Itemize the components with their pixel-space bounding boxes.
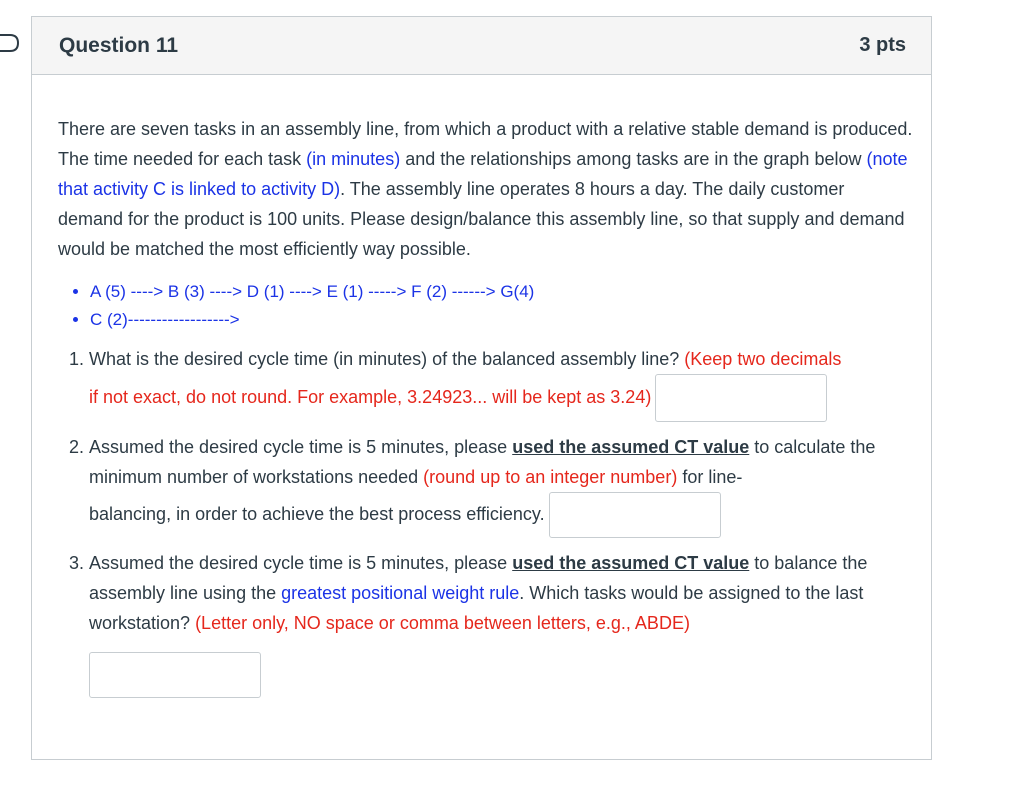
question-flag-icon[interactable] (0, 34, 22, 52)
intro-paragraph: There are seven tasks in an assembly line, from which a product with a relative stable demand is produced. The time needed for each task (in minutes) and the relationships among tasks are in the graph below (note that activity C is linked to activity D). The assembly line operates 8 hours a day. The daily customer demand for the product is 100 units. Please design/balance this assembly line, so that supply and demand would be matched the most efficiently way possible. (58, 119, 913, 259)
question-card (31, 16, 932, 760)
answer-input-3[interactable] (89, 652, 261, 698)
sub-question-2: 2. Assumed the desired cycle time is 5 minutes, please used the assumed CT value to calculate the minimum number of workstations needed (round up to an integer number) for line- balancing, in order to achieve the best process efficiency. (89, 432, 913, 538)
question-body (58, 114, 913, 698)
question-points: 3 pts (859, 34, 906, 56)
flow-line-2: • C (2)------------------> (90, 306, 913, 334)
task-flow-list (58, 278, 913, 334)
answer-input-1[interactable] (655, 374, 827, 422)
flow-line-1: • A (5) ----> B (3) ----> D (1) ----> E (1) -----> F (2) ------> G(4) (90, 278, 913, 306)
sub-question-1: 1. What is the desired cycle time (in minutes) of the balanced assembly line? (Keep two decimals if not exact, do not round. For example, 3.24923... will be kept as 3.24) (89, 344, 913, 422)
question-title: Question 11 (59, 33, 179, 57)
sub-question-3: 3. Assumed the desired cycle time is 5 minutes, please used the assumed CT value to balance the assembly line using the greatest positional weight rule. Which tasks would be assigned to the last workstation? (Letter only, NO space or comma between letters, e.g., ABDE) (89, 548, 913, 698)
question-header (32, 17, 931, 75)
sub-questions (58, 344, 913, 698)
answer-input-2[interactable] (549, 492, 721, 538)
